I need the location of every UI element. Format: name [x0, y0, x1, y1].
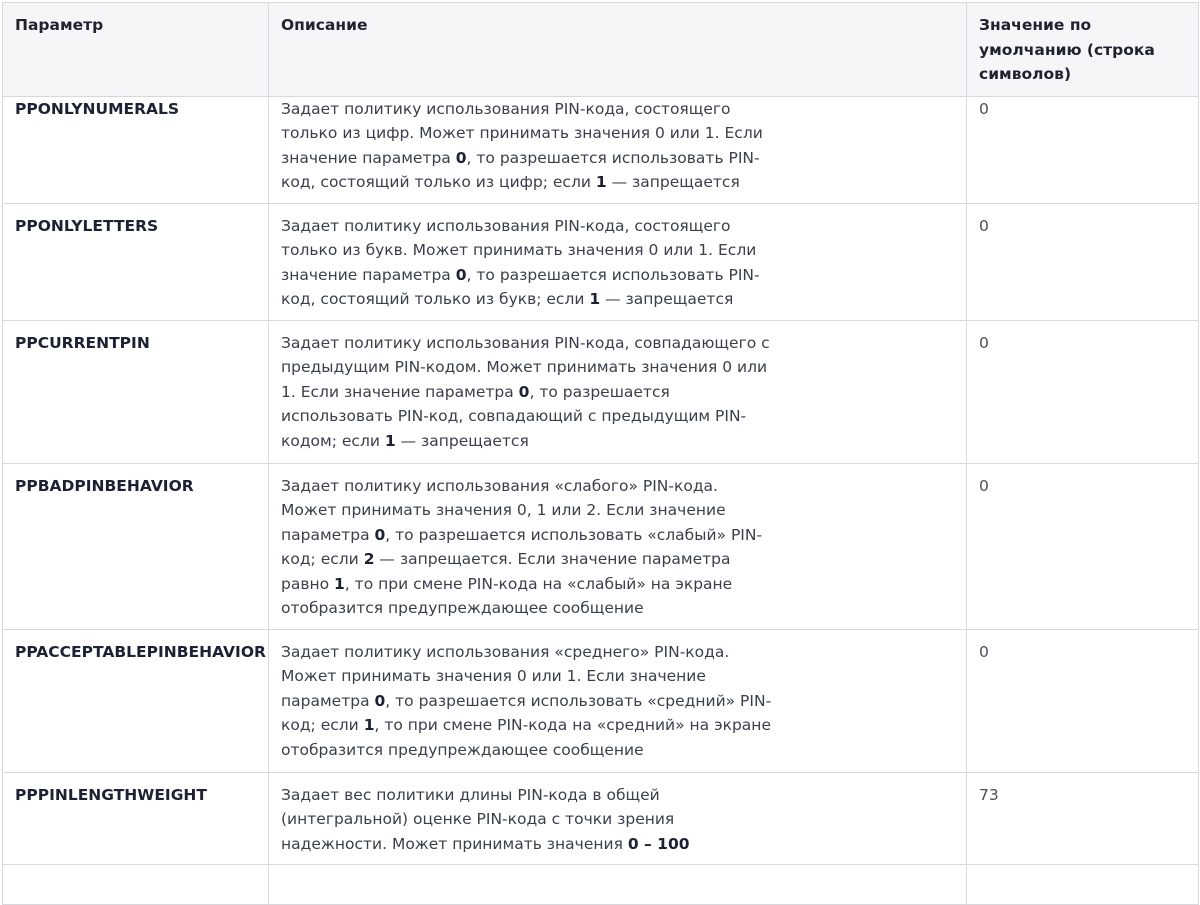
param-description: Задает политику использования PIN-кода, состоящего только из цифр. Может принимать значения 0 или 1. Если значение параметра 0, то разрешается использовать PIN-код, состоящий только из цифр; если 1 — запрещается — [269, 96, 967, 203]
table-row — [3, 629, 1199, 772]
param-name: PPPINLENGTHWEIGHT — [3, 772, 269, 864]
table-row — [3, 463, 1199, 629]
table-row — [3, 864, 1199, 904]
param-default: 0 — [967, 203, 1199, 320]
param-default: 0 — [967, 96, 1199, 203]
table-row — [3, 203, 1199, 320]
header-param: Параметр — [3, 3, 269, 97]
param-description: Задает политику использования «среднего» PIN-кода. Может принимать значения 0 или 1. Если значение параметра 0, то разрешается использовать «средний» PIN-код; если 1, то при смене PIN-кода на «средний» на экране отобразится предупреждающее сообщение — [269, 629, 967, 772]
param-default: 0 — [967, 320, 1199, 463]
param-default: 0 — [967, 629, 1199, 772]
param-description: Задает вес политики длины PIN-кода в общей (интегральной) оценке PIN-кода с точки зрения надежности. Может принимать значения 0 – 100 — [269, 772, 967, 864]
table-header-row — [3, 3, 1199, 97]
param-name: PPACCEPTABLEPINBEHAVIOR — [3, 629, 269, 772]
param-name — [3, 864, 269, 904]
param-default: 0 — [967, 463, 1199, 629]
param-default — [967, 864, 1199, 904]
param-name: PPONLYNUMERALS — [3, 96, 269, 203]
param-default: 73 — [967, 772, 1199, 864]
param-description: Задает политику использования PIN-кода, совпадающего с предыдущим PIN-кодом. Может принимать значения 0 или 1. Если значение параметра 0, то разрешается использовать PIN-код, совпадающий с предыдущим PIN-кодом; если 1 — запрещается — [269, 320, 967, 463]
table-row — [3, 772, 1199, 864]
param-name: PPONLYLETTERS — [3, 203, 269, 320]
table-row — [3, 96, 1199, 203]
param-description: Задает политику использования «слабого» PIN-кода. Может принимать значения 0, 1 или 2. Если значение параметра 0, то разрешается использовать «слабый» PIN-код; если 2 — запрещается. Если значение параметра равно 1, то при смене PIN-кода на «слабый» на экране отобразится предупреждающее сообщение — [269, 463, 967, 629]
header-default: Значение по умолчанию (строка символов) — [967, 3, 1199, 97]
param-description — [269, 864, 967, 904]
param-name: PPCURRENTPIN — [3, 320, 269, 463]
parameters-table — [2, 2, 1199, 905]
param-name: PPBADPINBEHAVIOR — [3, 463, 269, 629]
table-row — [3, 320, 1199, 463]
header-description: Описание — [269, 3, 967, 97]
param-description: Задает политику использования PIN-кода, состоящего только из букв. Может принимать значения 0 или 1. Если значение параметра 0, то разрешается использовать PIN-код, состоящий только из букв; если 1 — запрещается — [269, 203, 967, 320]
